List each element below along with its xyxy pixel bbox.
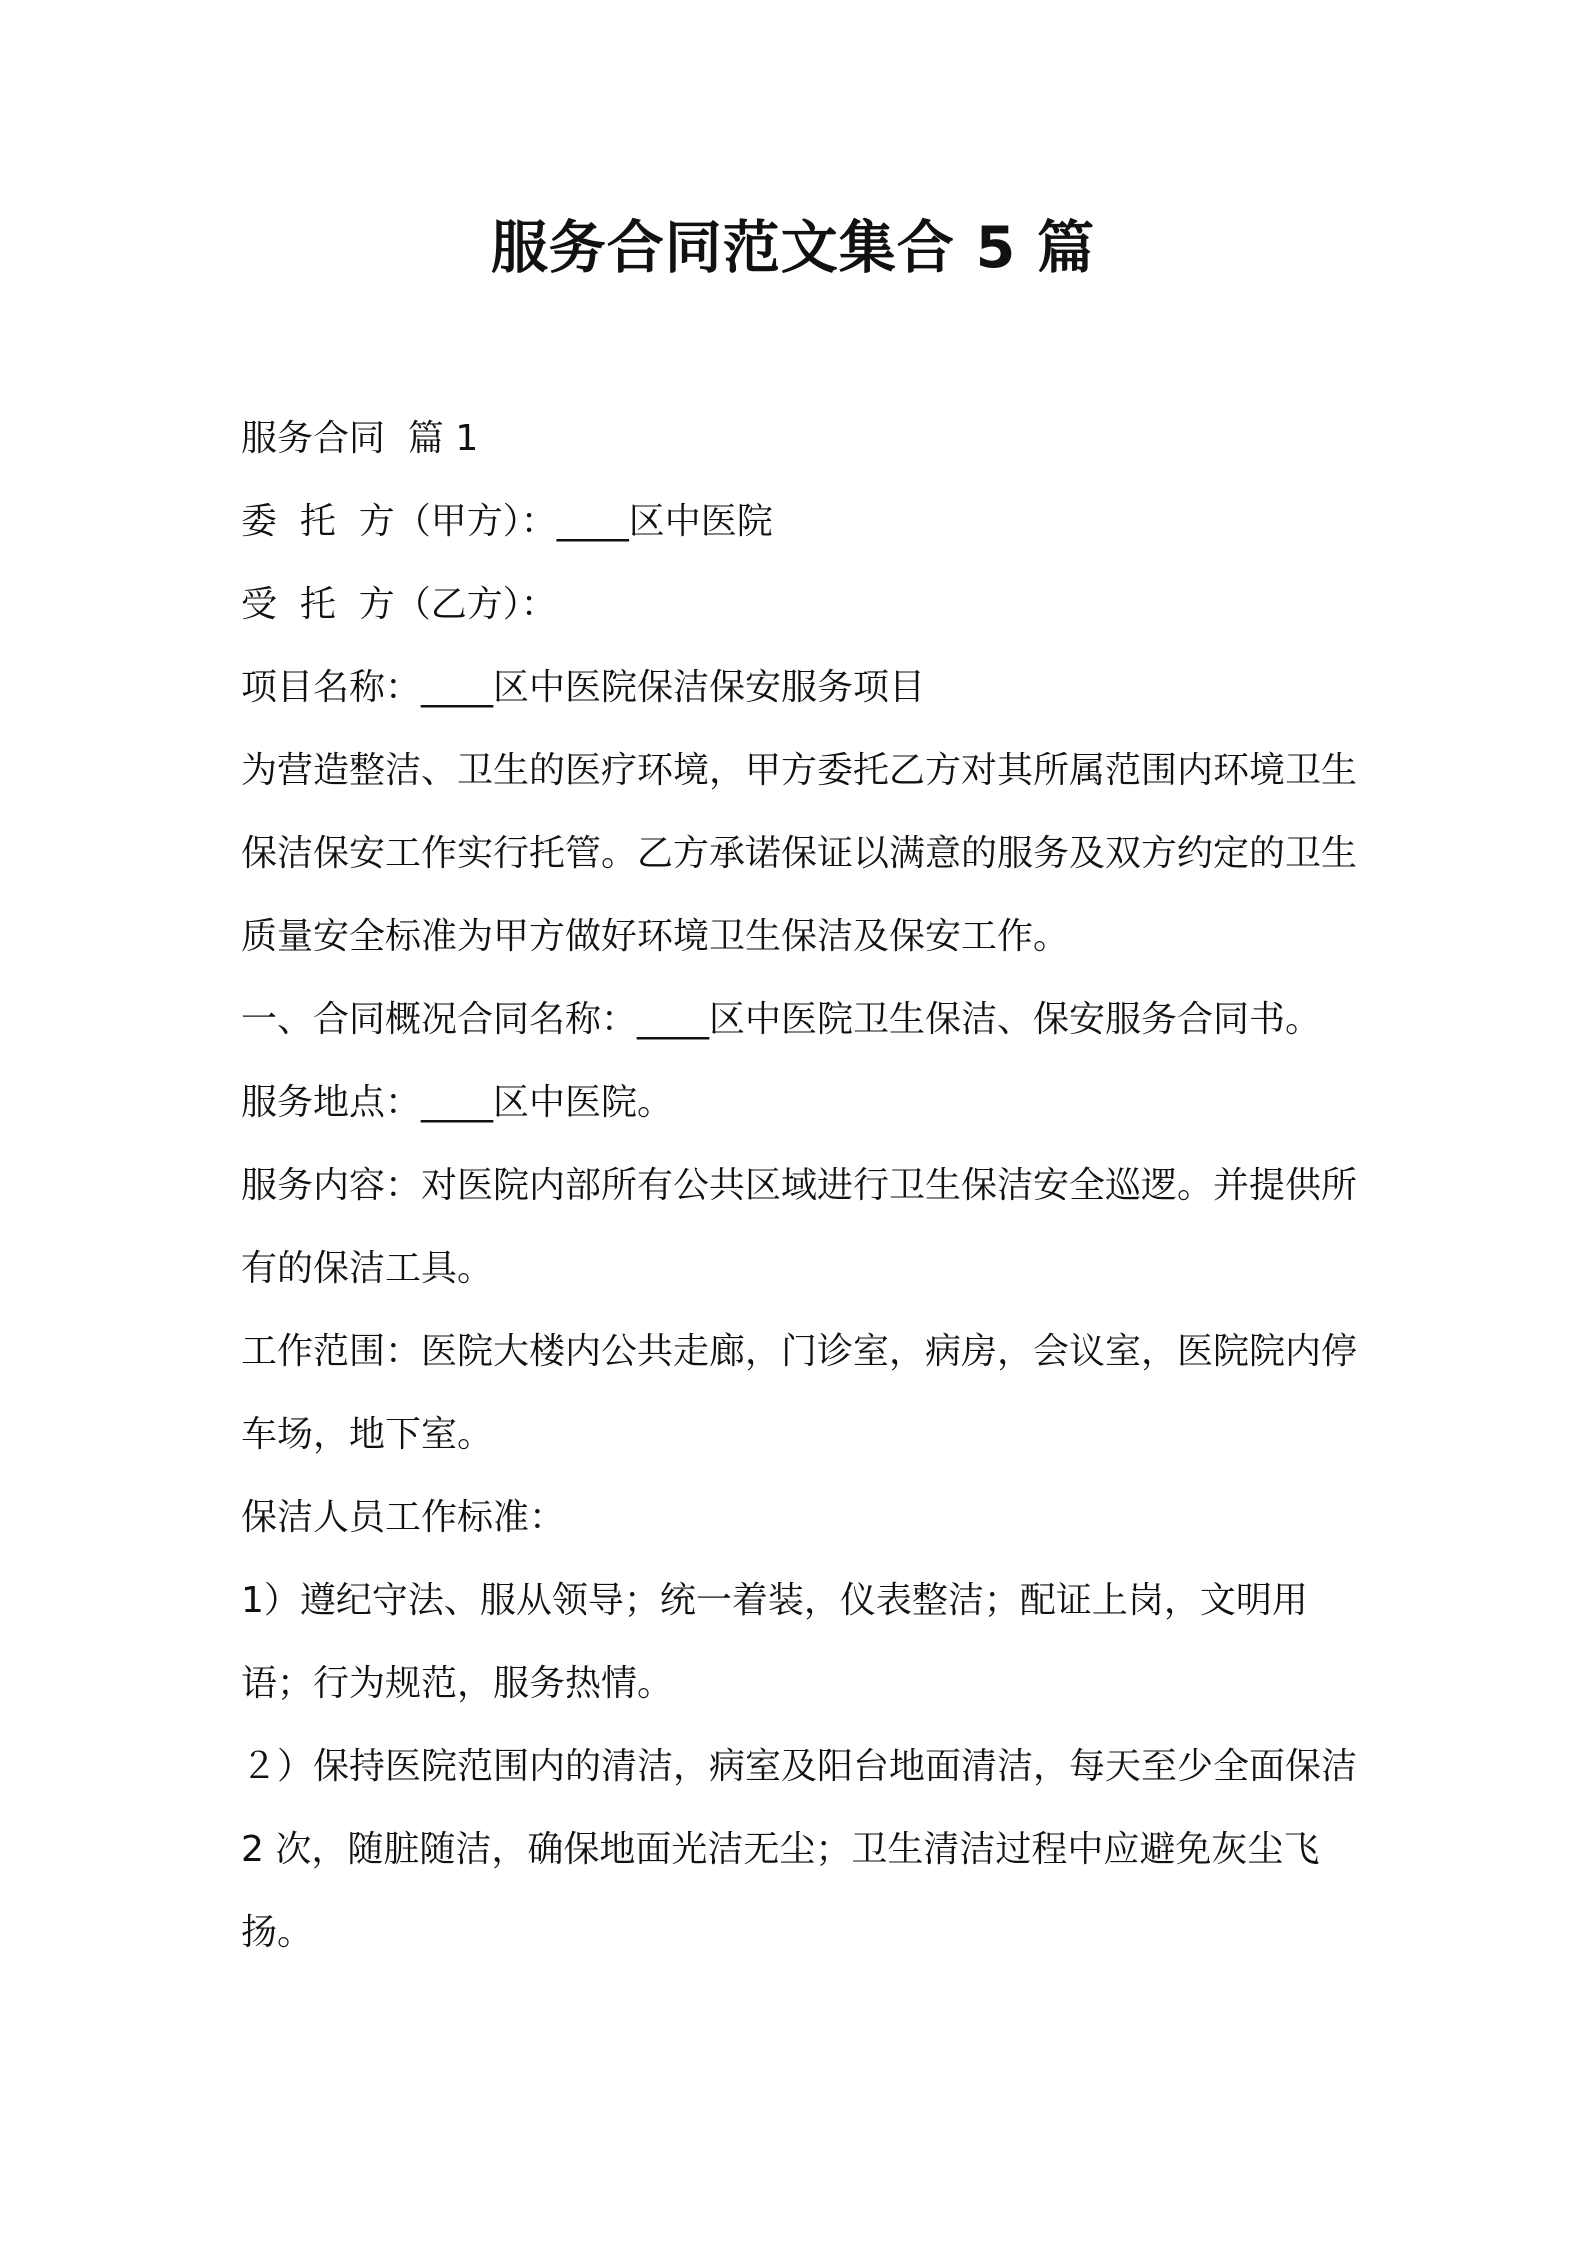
service-location-line: 服务地点：____区中医院。: [241, 1082, 674, 1123]
work-scope-paragraph: 工作范围：医院大楼内公共走廊，门诊室，病房，会议室，医院院内停车场，地下室。: [241, 1331, 1358, 1455]
service-content-paragraph: 服务内容：对医院内部所有公共区域进行卫生保洁安全巡逻。并提供所有的保洁工具。: [241, 1165, 1358, 1289]
standard-item-2: ２）保持医院范围内的清洁，病室及阳台地面清洁，每天至少全面保洁 2 次，随脏随洁，确保地面光洁无尘；卫生清洁过程中应避免灰尘飞扬。: [241, 1746, 1369, 1953]
document-body: [241, 397, 1369, 1974]
standard-item-1: 1）遵纪守法、服从领导；统一着装，仪表整洁；配证上岗，文明用语；行为规范，服务热情。: [241, 1580, 1308, 1704]
project-name-line: 项目名称：____区中医院保洁保安服务项目: [241, 667, 926, 708]
party-a-line: 委 托 方（甲方）：____区中医院: [241, 501, 773, 542]
document-title: 服务合同范文集合 5 篇: [490, 215, 1096, 281]
cleaner-standards-heading: 保洁人员工作标准：: [241, 1497, 566, 1538]
party-b-line: 受 托 方（乙方）：: [241, 584, 557, 625]
contract-overview-line: 一、合同概况合同名称：____区中医院卫生保洁、保安服务合同书。: [241, 999, 1322, 1040]
section-heading: 服务合同 篇 1: [241, 418, 479, 459]
intro-paragraph: 为营造整洁、卫生的医疗环境，甲方委托乙方对其所属范围内环境卫生保洁保安工作实行托管。乙方承诺保证以满意的服务及双方约定的卫生质量安全标准为甲方做好环境卫生保洁及保安工作。: [241, 750, 1358, 957]
